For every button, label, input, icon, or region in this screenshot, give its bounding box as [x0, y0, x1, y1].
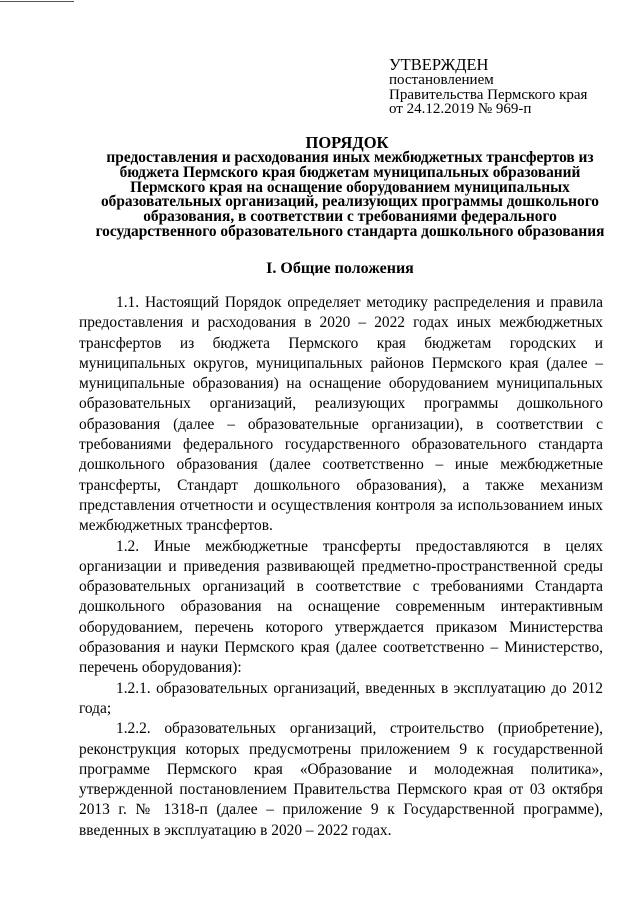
paragraph-1-2-1: 1.2.1. образовательных организаций, введенных в эксплуатацию до 2012 года; [79, 679, 603, 717]
paragraph-1-2-2: 1.2.2. образовательных организаций, строительство (приобретение), реконструкция которых предусмотрены приложением 9 к государственной программе Пермского края «Образование и молодежная политика», утвержденной постановлением Правительства Пермского края от 03 октября 2013 г. № 1318-п (далее – приложение 9 к Государственной программе), введенных в эксплуатацию в 2020 – 2022 годах. [79, 720, 603, 839]
approval-line-3: от 24.12.2019 № 969-п [389, 101, 532, 117]
paragraph-1-1: 1.1. Настоящий Порядок определяет методику распределения и правила предоставления и расходования в 2020 – 2022 годах иных межбюджетных трансфертов из бюджета Пермского края бюджетам городских и муниципальных округов, муниципальных районов Пермского края (далее – муниципальные образования) на оснащение оборудованием муниципальных образовательных организаций, реализующих программы дошкольного образования (далее – образовательные организации), в соответствии с требованиями федерального государственного образовательного стандарта дошкольного образования (далее соответственно – иные межбюджетные трансферты, Стандарт дошкольного образования), а также механизм представления отчетности и осуществления контроля за использованием иных межбюджетных трансфертов. [79, 294, 603, 535]
scan-edge-mark [0, 1, 74, 2]
document-title: ПОРЯДОК [305, 133, 389, 152]
section-heading: I. Общие положения [266, 260, 414, 277]
approval-stamp-block [389, 56, 629, 117]
paragraph-1-2: 1.2. Иные межбюджетные трансферты предоставляются в целях организации и приведения развивающей предметно-пространственной среды образовательных организаций в соответствие с требованиями Стандарта дошкольного образования на оснащение современным интерактивным оборудованием, перечень которого утверждается приказом Министерства образования и науки Пермского края (далее соответственно – Министерство, перечень оборудования): [79, 537, 603, 677]
approval-line-1: постановлением [389, 72, 494, 88]
document-body [79, 293, 603, 841]
approval-line-2: Правительства Пермского края [389, 86, 588, 103]
document-subtitle: предоставления и расходования иных межбюджетных трансфертов из бюджета Пермского края бюджетам муниципальных образований Пермского края на оснащение оборудованием муниципальных образовательных организаций, реализующих программы дошкольного образования, в соответствии с требованиями федерального государственного образовательного стандарта дошкольного образования [95, 149, 605, 240]
approval-title: УТВЕРЖДЕН [389, 55, 489, 74]
